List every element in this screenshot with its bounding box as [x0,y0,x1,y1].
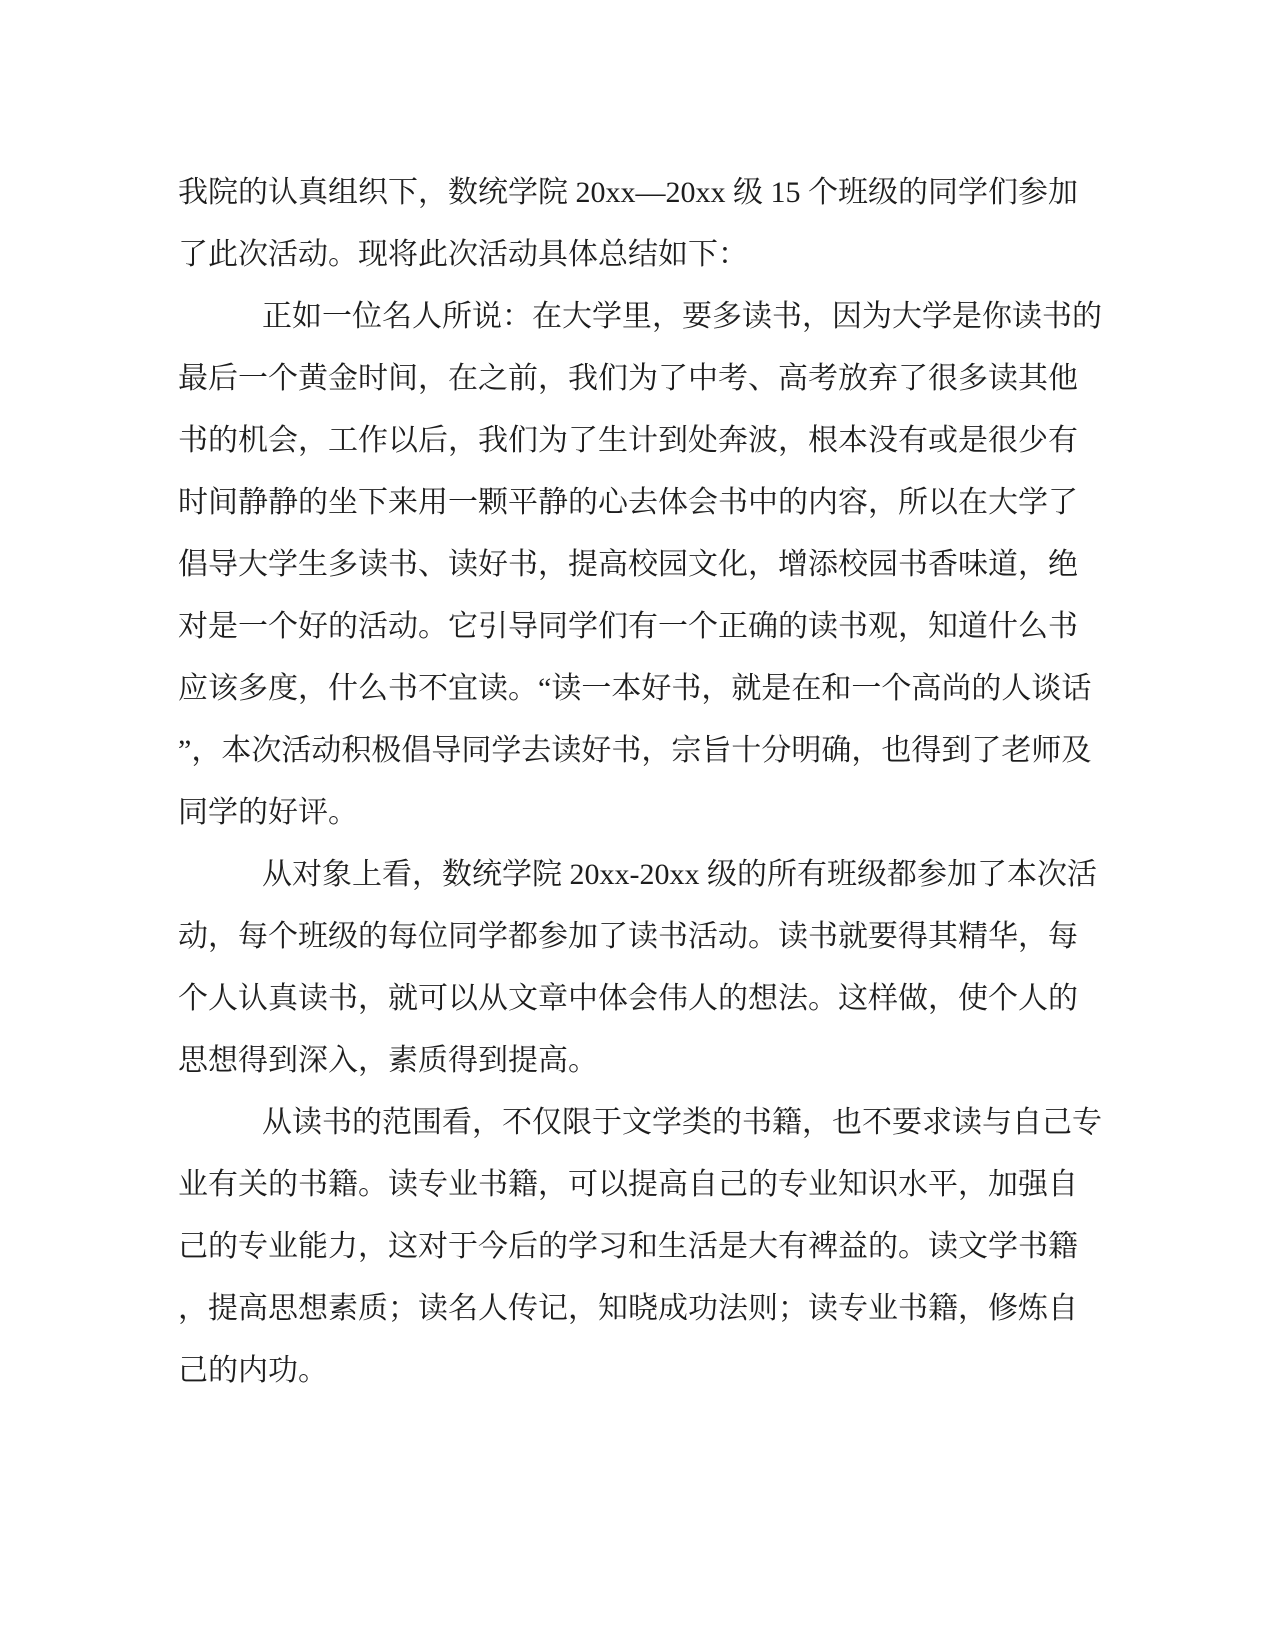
text-line: 最后一个黄金时间，在之前，我们为了中考、高考放弃了很多读其他 [178,362,1078,395]
text-line: 应该多度，什么书不宜读。“读一本好书，就是在和一个高尚的人谈话 [178,672,1092,705]
text-line: 我院的认真组织下，数统学院 20xx—20xx 级 15 个班级的同学们参加 [178,176,1078,209]
text-line: 思想得到深入，素质得到提高。 [178,1044,598,1077]
text-line: 同学的好评。 [178,796,358,829]
text-line: 己的专业能力，这对于今后的学习和生活是大有裨益的。读文学书籍 [178,1230,1078,1263]
text-line: 己的内功。 [178,1354,328,1387]
text-line: 时间静静的坐下来用一颗平静的心去体会书中的内容，所以在大学了 [178,486,1078,519]
text-line: 了此次活动。现将此次活动具体总结如下： [178,238,748,271]
text-line: 书的机会，工作以后，我们为了生计到处奔波，根本没有或是很少有 [178,424,1078,457]
text-line: 动，每个班级的每位同学都参加了读书活动。读书就要得其精华，每 [178,920,1078,953]
text-line: 从对象上看，数统学院 20xx-20xx 级的所有班级都参加了本次活 [262,858,1097,891]
text-line: 正如一位名人所说：在大学里，要多读书，因为大学是你读书的 [262,300,1102,333]
text-line: 从读书的范围看，不仅限于文学类的书籍，也不要求读与自己专 [262,1106,1102,1139]
text-line: 业有关的书籍。读专业书籍，可以提高自己的专业知识水平，加强自 [178,1168,1078,1201]
text-line: ，提高思想素质；读名人传记，知晓成功法则；读专业书籍，修炼自 [178,1292,1078,1325]
text-line: 个人认真读书，就可以从文章中体会伟人的想法。这样做，使个人的 [178,982,1078,1015]
text-line: ”，本次活动积极倡导同学去读好书，宗旨十分明确，也得到了老师及 [178,734,1092,767]
text-line: 倡导大学生多读书、读好书，提高校园文化，增添校园书香味道，绝 [178,548,1078,581]
text-line: 对是一个好的活动。它引导同学们有一个正确的读书观，知道什么书 [178,610,1078,643]
document-body [178,162,1102,1402]
